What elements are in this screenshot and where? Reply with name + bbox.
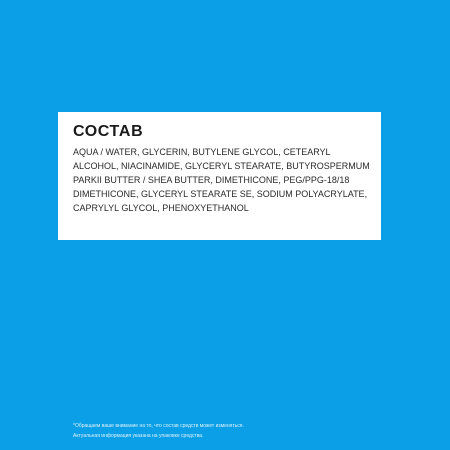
ingredients-line: DIMETHICONE, GLYCERYL STEARATE SE, SODIUM POLYACRYLATE, (73, 189, 368, 199)
footnote-line: *Обращаем ваше внимание на то, что состав средств может изменяться. (73, 423, 244, 429)
ingredients-list (73, 145, 370, 215)
ingredients-line: CAPRYLYL GLYCOL, PHENOXYETHANOL (73, 203, 249, 213)
composition-card (58, 112, 381, 240)
disclaimer-footnote (73, 421, 244, 441)
ingredients-line: PARKII BUTTER / SHEA BUTTER, DIMETHICONE, PEG/PPG-18/18 (73, 175, 350, 185)
composition-title: СОСТАВ (73, 123, 144, 140)
ingredients-line: ALCOHOL, NIACINAMIDE, GLYCERYL STEARATE, BUTYROSPERMUM (73, 161, 370, 171)
ingredients-line: AQUA / WATER, GLYCERIN, BUTYLENE GLYCOL, CETEARYL (73, 147, 331, 157)
footnote-line: Актуальная информация указана на упаковке средства. (73, 433, 204, 439)
